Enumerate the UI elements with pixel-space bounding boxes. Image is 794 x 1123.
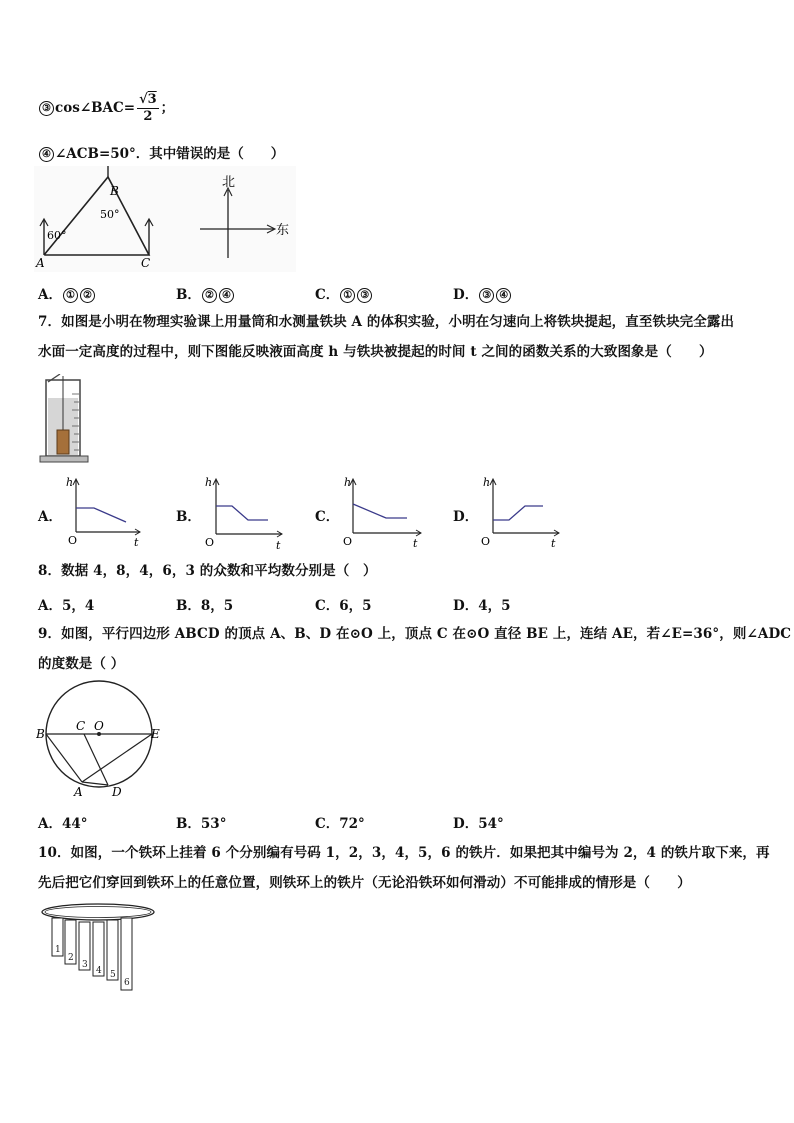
q8-option-a[interactable]: A．5，4	[38, 598, 95, 614]
q9-option-a[interactable]: A．44°	[38, 816, 88, 832]
angle-a-label: 60°	[47, 229, 67, 242]
q8-text: 8．数据 4，8，4，6，3 的众数和平均数分别是（ ）	[38, 563, 377, 579]
svg-text:C: C	[76, 719, 86, 733]
compass-north-label: 北	[222, 175, 236, 190]
tag-1: 1	[55, 945, 61, 955]
q6-option-c[interactable]: C． ① ③	[315, 283, 373, 303]
q8-option-d[interactable]: D．4，5	[453, 598, 511, 614]
svg-text:O: O	[94, 719, 104, 733]
svg-text:A: A	[74, 785, 83, 799]
item-3-prefix: cos∠BAC=	[55, 100, 136, 116]
svg-text:O: O	[481, 535, 491, 548]
svg-text:h: h	[205, 476, 213, 489]
iron-ring-figure	[40, 898, 164, 994]
compass-east-label: 东	[276, 223, 290, 238]
tag-3: 3	[82, 960, 88, 970]
q9-text-line1: 9．如图，平行四边形 ABCD 的顶点 A、B、D 在⊙O 上，顶点 C 在⊙O 直径 BE 上，连结 AE，若∠E=36°，则∠ADC	[38, 626, 792, 642]
q10-text-line1: 10．如图，一个铁环上挂着 6 个分别编有号码 1，2，3，4，5，6 的铁片．如果把其中编号为 2，4 的铁片取下来，再	[38, 845, 770, 861]
svg-text:h: h	[344, 476, 352, 489]
iron-block	[57, 430, 69, 454]
statement-3	[38, 88, 174, 128]
q9-option-d[interactable]: D．54°	[453, 816, 504, 832]
sqrt-argument: 3	[147, 91, 157, 107]
svg-text:D: D	[112, 785, 122, 799]
item-4-number: ④	[39, 147, 54, 162]
svg-text:O: O	[343, 535, 353, 548]
q7-graph-c[interactable]	[339, 474, 423, 550]
tag-6: 6	[124, 978, 130, 988]
q8-option-b[interactable]: B．8，5	[176, 598, 234, 614]
label-a: A	[36, 256, 45, 270]
item-4-text: ∠ACB=50°．其中错误的是（ ）	[55, 146, 285, 162]
q7-option-b-label[interactable]: B．	[176, 509, 201, 525]
svg-text:t: t	[413, 537, 418, 550]
q6-option-d[interactable]: D． ③ ④	[453, 283, 512, 303]
q7-text-line1: 7．如图是小明在物理实验课上用量筒和水测量铁块 A 的体积实验，小明在匀速向上将铁块提起，直至铁块完全露出	[38, 314, 735, 330]
svg-text:t: t	[276, 539, 281, 550]
q9-text-line2: 的度数是（ ）	[38, 656, 125, 672]
statement-4	[38, 145, 284, 163]
sqrt-icon: √	[139, 91, 148, 107]
svg-text:O: O	[205, 536, 215, 549]
tag-5: 5	[110, 970, 116, 980]
q6-option-b[interactable]: B． ② ④	[176, 283, 235, 303]
svg-text:h: h	[483, 476, 491, 489]
q7-graph-b[interactable]	[200, 474, 284, 550]
q7-option-a-label[interactable]: A．	[38, 509, 62, 525]
svg-text:t: t	[551, 537, 556, 550]
label-b: B	[110, 184, 119, 198]
svg-text:E: E	[151, 727, 160, 741]
fraction-sqrt3-over-2	[137, 92, 159, 125]
q7-text-line2: 水面一定高度的过程中，则下图能反映液面高度 h 与铁块被提起的时间 t 之间的函数关系的大致图象是（ ）	[38, 344, 713, 360]
q7-graph-a[interactable]	[62, 474, 142, 550]
angle-b-label: 50°	[100, 208, 120, 221]
q9-option-c[interactable]: C．72°	[315, 816, 365, 832]
q9-option-b[interactable]: B．53°	[176, 816, 227, 832]
q7-option-c-label[interactable]: C．	[315, 509, 340, 525]
q7-option-d-label[interactable]: D．	[453, 509, 479, 525]
fraction-denominator: 2	[143, 108, 153, 124]
svg-text:h: h	[66, 476, 74, 489]
svg-text:t: t	[134, 536, 139, 549]
tag-2: 2	[68, 953, 74, 963]
item-3-number: ③	[39, 101, 54, 116]
tag-4: 4	[96, 966, 102, 976]
q7-graph-d[interactable]	[477, 474, 561, 550]
svg-text:B: B	[36, 727, 45, 741]
label-c: C	[141, 256, 151, 270]
q6-option-a[interactable]: A． ① ②	[38, 283, 96, 303]
q6-figure	[34, 166, 296, 272]
q10-text-line2: 先后把它们穿回到铁环上的任意位置，则铁环上的铁片（无论沿铁环如何滑动）不可能排成的情形是（ ）	[38, 875, 691, 891]
cylinder-base	[40, 456, 88, 462]
q8-option-c[interactable]: C．6，5	[315, 598, 372, 614]
measuring-cylinder-figure	[38, 374, 98, 464]
q9-circle-figure	[36, 678, 166, 802]
svg-text:O: O	[68, 534, 78, 547]
item-3-suffix: ；	[160, 100, 175, 116]
